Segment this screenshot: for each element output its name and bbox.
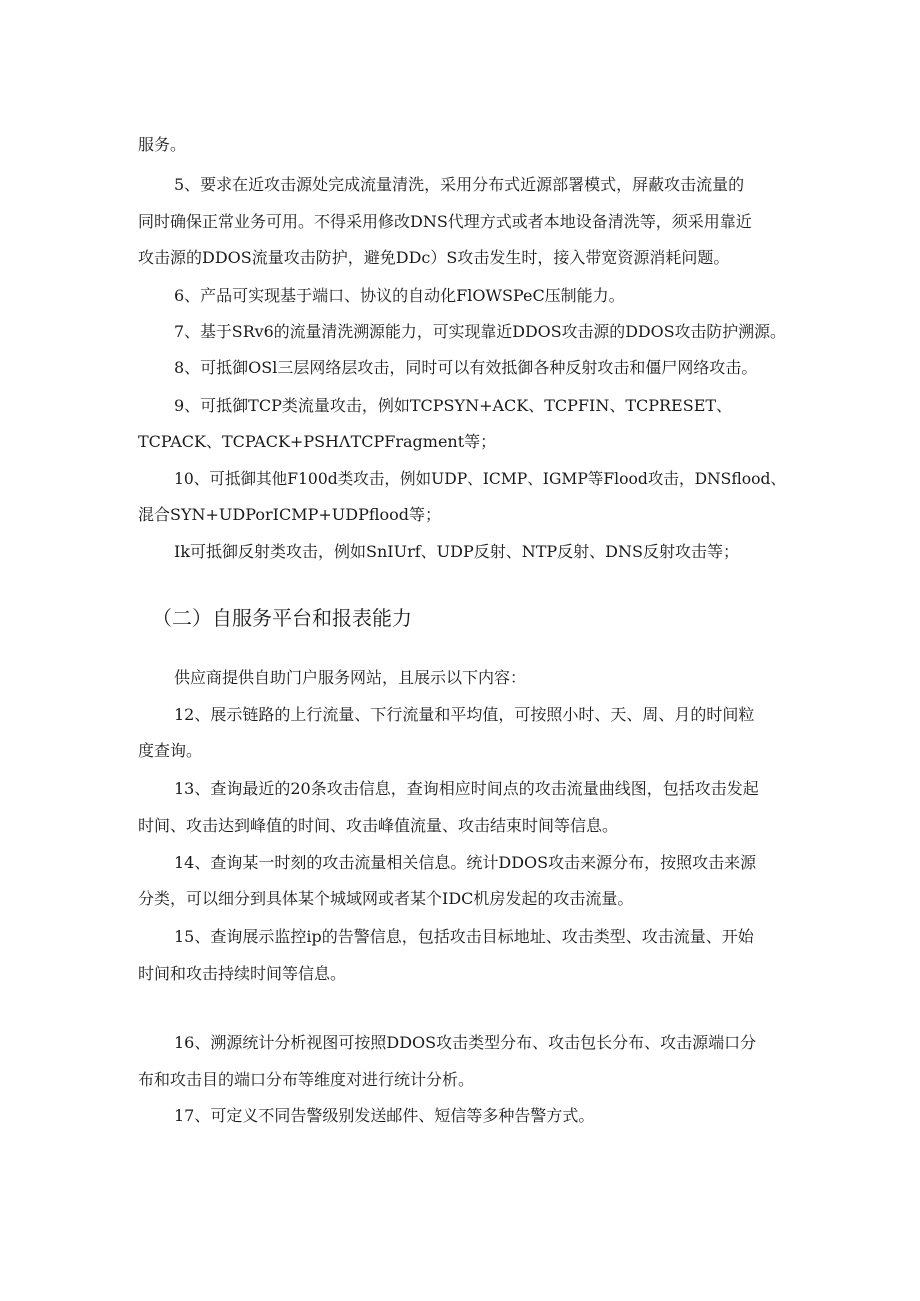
text-line: 分类，可以细分到具体某个城域网或者某个IDC机房发起的攻击流量。 [138,889,634,908]
text-line: 服务。 [138,135,187,154]
text-line: 16、溯源统计分析视图可按照DDOS攻击类型分布、攻击包长分布、攻击源端口分 [174,1033,757,1052]
text-line: 供应商提供自助门户服务网站，且展示以下内容： [174,668,527,687]
text-line: 7、基于SRv6的流量清洗溯源能力，可实现靠近DDOS攻击源的DDOS攻击防护溯源。 [174,322,786,341]
text-line: 时间和攻击持续时间等信息。 [138,964,347,983]
text-line: 13、查询最近的20条攻击信息，查询相应时间点的攻击流量曲线图，包括攻击发起 [174,779,759,798]
text-line: 混合SYN+UDPorICMP+UDPflood等； [138,505,442,524]
text-line: 12、展示链路的上行流量、下行流量和平均值，可按照小时、天、周、月的时间粒 [174,705,755,724]
section-heading: （二）自服务平台和报表能力 [152,606,412,630]
text-line: 6、产品可实现基于端口、协议的自动化FlOWSPeC压制能力。 [174,286,625,305]
text-line: 14、查询某一时刻的攻击流量相关信息。统计DDOS攻击来源分布，按照攻击来源 [174,853,757,872]
text-line: Ik可抵御反射类攻击，例如SnIUrf、UDP反射、NTP反射、DNS反射攻击等； [174,542,739,561]
text-line: 时间、攻击达到峰值的时间、攻击峰值流量、攻击结束时间等信息。 [138,816,619,835]
text-line: 同时确保正常业务可用。不得采用修改DNS代理方式或者本地设备清洗等，须采用靠近 [138,212,752,231]
text-line: 17、可定义不同告警级别发送邮件、短信等多种告警方式。 [174,1106,595,1125]
text-line: 10、可抵御其他F100d类攻击，例如UDP、ICMP、IGMP等Flood攻击，DNSflood、 [174,469,787,488]
text-line: 9、可抵御TCP类流量攻击，例如TCPSYN+ACK、TCPFIN、TCPRESET、 [174,396,733,415]
text-line: 8、可抵御OSl三层网络层攻击，同时可以有效抵御各种反射攻击和僵尸网络攻击。 [174,358,758,377]
text-line: 攻击源的DDOS流量攻击防护，避免DDc）S攻击发生时，接入带宽资源消耗问题。 [138,248,730,267]
text-line: 布和攻击目的端口分布等维度对进行统计分析。 [138,1070,475,1089]
text-line: TCPACK、TCPACK+PSHΛTCPFragment等； [138,432,497,451]
text-line: 度查询。 [138,741,203,760]
text-line: 15、查询展示监控ip的告警信息，包括攻击目标地址、攻击类型、攻击流量、开始 [174,927,754,946]
text-line: 5、要求在近攻击源处完成流量清洗，采用分布式近源部署模式，屏蔽攻击流量的 [174,175,745,194]
